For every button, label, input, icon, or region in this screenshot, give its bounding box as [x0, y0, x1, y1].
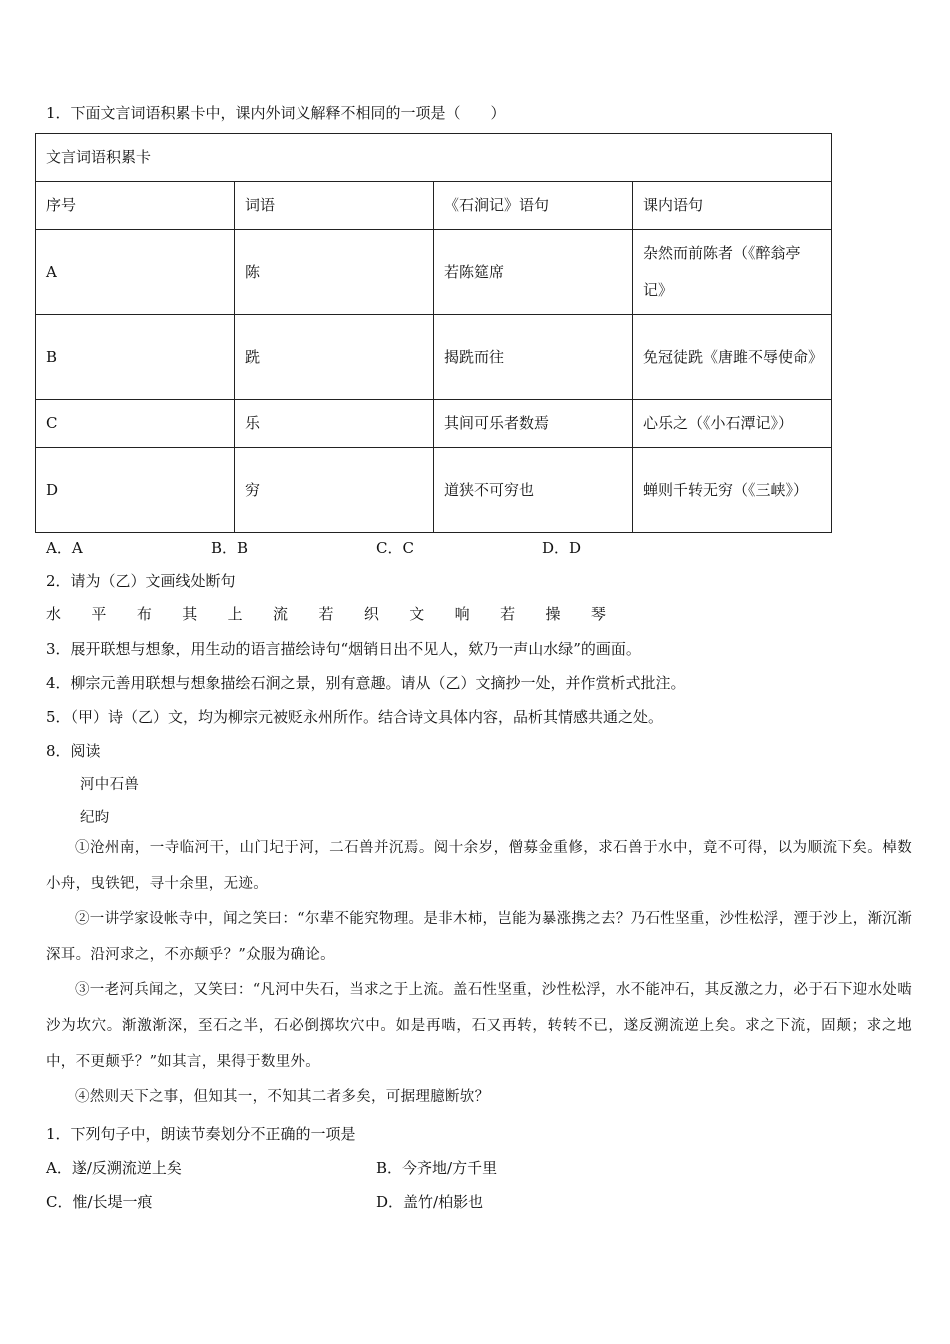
table-row: [36, 448, 832, 533]
option-b[interactable]: B．B: [211, 539, 249, 557]
option-d[interactable]: D．D: [542, 539, 582, 557]
card-title: 文言词语积累卡: [36, 134, 832, 182]
row-id: D: [36, 448, 235, 533]
row-word: 陈: [235, 230, 434, 315]
sub-option-d[interactable]: D．盖竹/柏影也: [376, 1193, 484, 1211]
char: 文: [409, 605, 425, 623]
row-word: 跣: [235, 315, 434, 400]
question-3: 3．展开联想与想象，用生动的语言描绘诗句“烟销日出不见人，欸乃一声山水绿”的画面。: [46, 640, 641, 658]
row-outside: 揭跣而往: [434, 315, 633, 400]
row-outside: 其间可乐者数焉: [434, 400, 633, 448]
row-outside: 道狭不可穷也: [434, 448, 633, 533]
char: 若: [318, 605, 334, 623]
char: 若: [500, 605, 516, 623]
option-a[interactable]: A．A: [46, 539, 83, 557]
char: 布: [136, 605, 152, 623]
row-outside: 若陈筵席: [434, 230, 633, 315]
char: 流: [273, 605, 289, 623]
option-c[interactable]: C．C: [376, 539, 414, 557]
question-4: 4．柳宗元善用联想与想象描绘石涧之景，别有意趣。请从（乙）文摘抄一处，并作赏析式批注。: [46, 674, 686, 692]
row-id: A: [36, 230, 235, 315]
reading-heading: 8．阅读: [46, 742, 101, 760]
reading-author: 纪昀: [80, 810, 110, 826]
header-word: 词语: [235, 182, 434, 230]
punctuation-characters: [46, 603, 606, 624]
question-1-stem: 1．下面文言词语积累卡中，课内外词义解释不相同的一项是（ ）: [46, 104, 506, 122]
question-5: 5．（甲）诗（乙）文，均为柳宗元被贬永州所作。结合诗文具体内容，品析其情感共通之处。: [46, 708, 664, 726]
char: 上: [227, 605, 243, 623]
row-word: 穷: [235, 448, 434, 533]
char: 琴: [590, 605, 606, 623]
sub-option-b[interactable]: B．今齐地/方千里: [376, 1159, 498, 1177]
sub-option-c[interactable]: C．惟/长堤一痕: [46, 1193, 153, 1211]
sub-question-1-stem: 1．下列句子中，朗读节奏划分不正确的一项是: [46, 1125, 356, 1143]
header-inside-sentence: 课内语句: [633, 182, 832, 230]
row-id: B: [36, 315, 235, 400]
vocabulary-card-table: [35, 133, 832, 533]
table-row: [36, 230, 832, 315]
char: 其: [182, 605, 198, 623]
char: 操: [545, 605, 561, 623]
char: 响: [454, 605, 470, 623]
reading-title: 河中石兽: [80, 777, 140, 793]
row-inside: 杂然而前陈者（《醉翁亭记》: [633, 230, 832, 315]
reading-paragraph-4: ④然则天下之事，但知其一，不知其二者多矣，可据理臆断欤？: [75, 1089, 490, 1105]
table-row: [36, 400, 832, 448]
row-word: 乐: [235, 400, 434, 448]
header-outside-sentence: 《石涧记》语句: [434, 182, 633, 230]
char: 织: [363, 605, 379, 623]
reading-paragraph-1: ①沧州南，一寺临河干，山门圮于河，二石兽并沉焉。阅十余岁，僧募金重修，求石兽于水中，竟不可得，以为顺流下矣。棹数小舟，曳铁钯，寻十余里，无迹。: [46, 840, 912, 892]
sub-option-a[interactable]: A．遂/反溯流逆上矣: [46, 1159, 182, 1177]
reading-paragraph-3: ③一老河兵闻之，又笑曰：“凡河中失石，当求之于上流。盖石性坚重，沙性松浮，水不能冲石，其反激之力，必于石下迎水处啮沙为坎穴。渐激渐深，至石之半，石必倒掷坎穴中。如是再啮，石又再转，转转不已，遂反溯流逆上矣。求之下流，固颠；求之地中，不更颠乎？”如其言，果得于数里外。: [46, 982, 912, 1070]
row-id: C: [36, 400, 235, 448]
reading-paragraph-2: ②一讲学家设帐寺中，闻之笑曰：“尔辈不能究物理。是非木柿，岂能为暴涨携之去？乃石性坚重，沙性松浮，湮于沙上，渐沉渐深耳。沿河求之，不亦颠乎？”众服为确论。: [46, 911, 912, 963]
char: 平: [91, 605, 107, 623]
header-number: 序号: [36, 182, 235, 230]
question-2-stem: 2．请为（乙）文画线处断句: [46, 572, 236, 590]
char: 水: [46, 605, 62, 623]
row-inside: 心乐之（《小石潭记》）: [633, 400, 832, 448]
row-inside: 免冠徒跣《唐雎不辱使命》: [633, 315, 832, 400]
row-inside: 蝉则千转无穷（《三峡》）: [633, 448, 832, 533]
table-row: [36, 315, 832, 400]
